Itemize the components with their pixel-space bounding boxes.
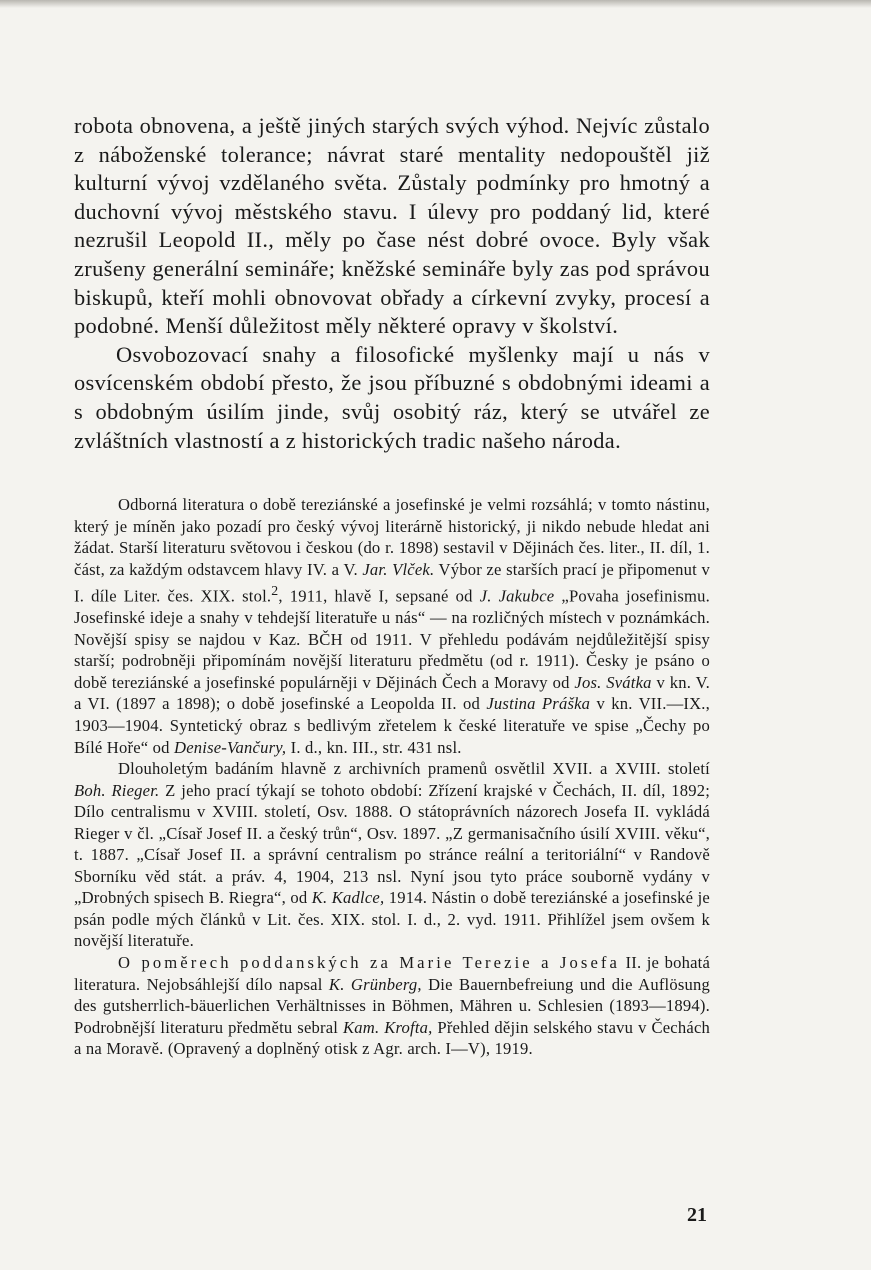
author-name: Boh. Rieger.: [74, 780, 160, 800]
author-name: Justina Práška: [486, 694, 591, 714]
main-text: [74, 112, 710, 455]
author-name: K. Kadlce,: [311, 888, 385, 908]
author-name: J. Jakubce: [479, 586, 555, 606]
author-name: Kam. Krofta,: [343, 1017, 433, 1037]
author-name: Jos. Svátka: [574, 672, 652, 692]
spaced-heading: O poměrech poddanských za Marie Terezie a Josefa: [118, 953, 621, 973]
footnote-serfdom: O poměrech poddanských za Marie Terezie a Josefa II. je bohatá literatura. Nejobsáhlejší dílo napsal K. Grünberg, Die Bauernbefreiung und die Auflösung des gutsherrlich-bäuerlichen Verhältnisses in Böhmen, Mähren u. Schlesien (1893—1894). Podrobnější literaturu předmětu sebral Kam. Krofta, Přehled dějin selského stavu v Čechách a na Moravě. (Opravený a doplněný otisk z Agr. arch. I—V), 1919.: [74, 953, 711, 1059]
author-name: Jar. Vlček.: [362, 559, 435, 579]
edition-superscript: 2: [271, 583, 279, 599]
author-name: Denise-Vančury,: [174, 737, 287, 757]
page-number: 21: [687, 1204, 707, 1226]
page-edge: [0, 0, 871, 8]
main-paragraph-2: Osvobozovací snahy a filosofické myšlenky mají u nás v osvícenském období přesto, že jsou příbuzné s obdobnými ideami a s obdobným úsilím jinde, svůj osobitý ráz, který se utvářel ze zvláštních vlastností a z historických tradic našeho národa.: [74, 341, 710, 453]
author-name: K. Grünberg,: [328, 974, 422, 994]
footnotes: [74, 494, 710, 1060]
footnote-literature: Odborná literatura o době tereziánské a josefinské je velmi rozsáhlá; v tomto nástinu, který je míněn jako pozadí pro český vývoj literárně historický, ji nikdo nebude hledat ani žádat. Starší literaturu světovou i českou (do r. 1898) sestavil v Dějinách čes. liter., II. díl, 1. část, za každým odstavcem hlavy IV. a V. Jar. Vlček. Výbor ze starších prací je připomenut v I. díle Liter. čes. XIX. stol.$^2$, 1911, hlavě I, sepsané od J. Jakubce „Povaha josefinismu. Josefinské ideje a snahy v tehdejší literatuře u nás“ — na rozličných místech v poznámkách. Novější spisy se najdou v Kaz. BČH od 1911. V přehledu podávám nejdůležitější spisy starší; podrobněji připomínám novější literaturu předmětu (od r. 1911). Česky je psáno o době tereziánské a josefinské populárněji v Dějinách Čech a Moravy od Jos. Svátka v kn. V. a VI. (1897 a 1898); o době josefinské a Leopolda II. od Justina Práška v kn. VII.—IX., 1903—1904. Syntetický obraz s bedlivým zřetelem k české literatuře ve spise „Čechy po Bílé Hoře“ od Denise-Vančury, I. d., kn. III., str. 431 nsl.: [74, 495, 711, 757]
main-paragraph-1: robota obnovena, a ještě jiných starých svých výhod. Nejvíc zůstalo z náboženské tolerance; návrat staré mentality nedopouštěl již kulturní vývoj vzdělaného světa. Zůstaly podmínky pro hmotný a duchovní vývoj městského stavu. I úlevy pro poddaný lid, které nezrušil Leopold II., měly po čase nést dobré ovoce. Byly však zrušeny generální semináře; kněžské semináře byly zas pod správou biskupů, kteří mohli obnovovat obřady a církevní zvyky, procesí a podobné. Menší důležitost měly některé opravy v školství.: [74, 113, 710, 339]
footnote-rieger: Dlouholetým badáním hlavně z archivních pramenů osvětlil XVII. a XVIII. století Boh. Rieger. Z jeho prací týkají se tohoto období: Zřízení krajské v Čechách, II. díl, 1892; Dílo centralismu v XVIII. století, Osv. 1888. O státoprávních názorech Josefa II. vykládá Rieger v čl. „Císař Josef II. a český trůn“, Osv. 1897. „Z germanisačního úsilí XVIII. věku“, t. 1887. „Císař Josef II. a správní centralism po stránce reální a teritoriální“ v Randově Sborníku věd stát. a práv. 4, 1904, 213 nsl. Nyní jsou tyto práce souborně vydány v „Drobných spisech B. Riegra“, od K. Kadlce, 1914. Nástin o době tereziánské a josefinské je psán podle mých článků v Lit. čes. XIX. stol. I. d., 2. vyd. 1911. Přihlížel jsem ovšem k novější literatuře.: [74, 759, 711, 951]
